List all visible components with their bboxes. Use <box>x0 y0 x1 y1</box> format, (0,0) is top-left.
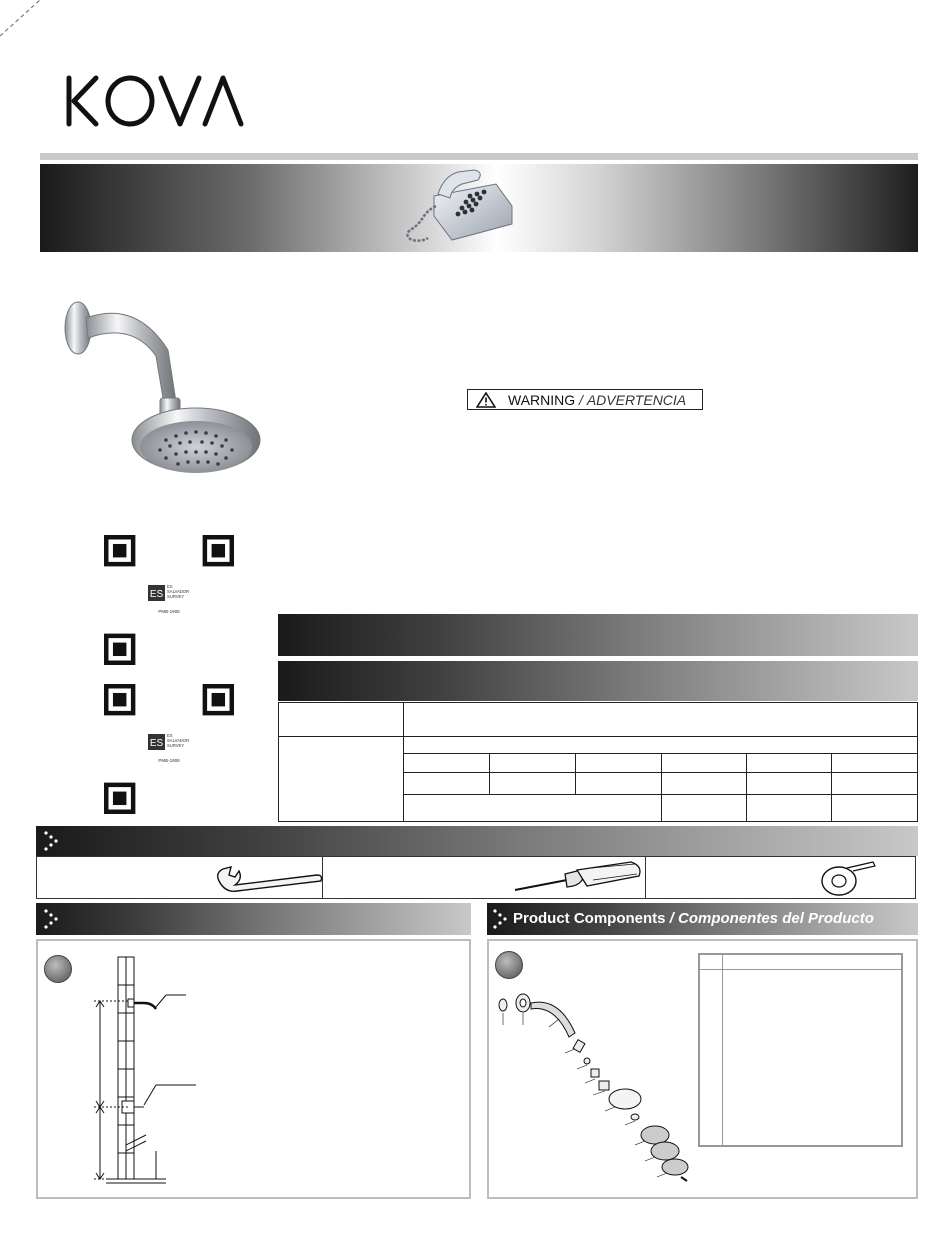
telephone-icon <box>400 166 518 246</box>
table-col-line <box>831 753 832 821</box>
components-header-bar <box>487 903 918 935</box>
components-title-en: Product Components <box>513 910 666 927</box>
chevron-dots-icon <box>491 908 511 930</box>
components-title <box>513 910 874 927</box>
warning-label <box>467 389 703 410</box>
warning-triangle-icon <box>476 392 496 408</box>
step-marker <box>44 955 72 983</box>
tools-row <box>36 856 916 899</box>
top-rule <box>40 153 918 160</box>
rough-in-diagram <box>86 955 256 1185</box>
table-header-line <box>700 969 901 970</box>
table-row-line <box>403 772 917 773</box>
qr-code[interactable] <box>104 535 234 665</box>
plumbers-tape-icon <box>819 859 879 897</box>
tools-header-bar <box>36 826 918 856</box>
table-col-line <box>722 955 723 1145</box>
chevron-dots-icon <box>42 830 62 852</box>
qr-caption: PMB-1908 <box>158 609 180 614</box>
specification-header-bar <box>278 614 918 656</box>
crop-mark <box>0 0 44 40</box>
components-title-es: Componentes del Producto <box>678 910 874 927</box>
qr-badge-line: SURVEY <box>167 743 185 748</box>
qr-badge: ES <box>149 738 164 749</box>
installation-header-bar <box>36 903 471 935</box>
table-col-line <box>746 753 747 821</box>
table-row-line <box>403 794 917 795</box>
table-col-line <box>661 753 662 821</box>
qr-badge-line: ES <box>167 733 173 738</box>
chevron-dots-icon <box>42 908 62 930</box>
qr-badge-line: ES <box>167 584 173 589</box>
step-marker <box>495 951 523 979</box>
warning-text-en: WARNING <box>508 391 576 408</box>
table-col-line <box>489 753 490 794</box>
warning-separator: / <box>575 391 587 408</box>
warning-text-es: ADVERTENCIA <box>586 391 687 408</box>
qr-code[interactable] <box>104 684 234 814</box>
table-row-line <box>403 753 917 754</box>
table-col-line <box>575 753 576 794</box>
wrench-icon <box>213 863 325 895</box>
installation-panel <box>36 939 471 1199</box>
screwdriver-icon <box>511 860 645 894</box>
tool-divider <box>645 857 646 898</box>
qr-badge-line: SALVADOR <box>167 738 190 743</box>
components-title-sep: / <box>665 910 679 927</box>
qr-badge: ES <box>149 589 164 600</box>
exploded-parts-diagram <box>495 989 695 1189</box>
qr-caption: PMB-1908 <box>158 758 180 763</box>
kova-logo <box>64 74 246 130</box>
table-row-line <box>279 736 917 737</box>
flow-rate-header-bar <box>278 661 918 701</box>
table-col-line <box>403 703 404 821</box>
parts-list-table <box>698 953 903 1147</box>
qr-badge-line: SURVEY <box>167 594 185 599</box>
shower-head-photo <box>56 290 266 486</box>
qr-badge-line: SALVADOR <box>167 589 190 594</box>
specification-table <box>278 702 918 822</box>
